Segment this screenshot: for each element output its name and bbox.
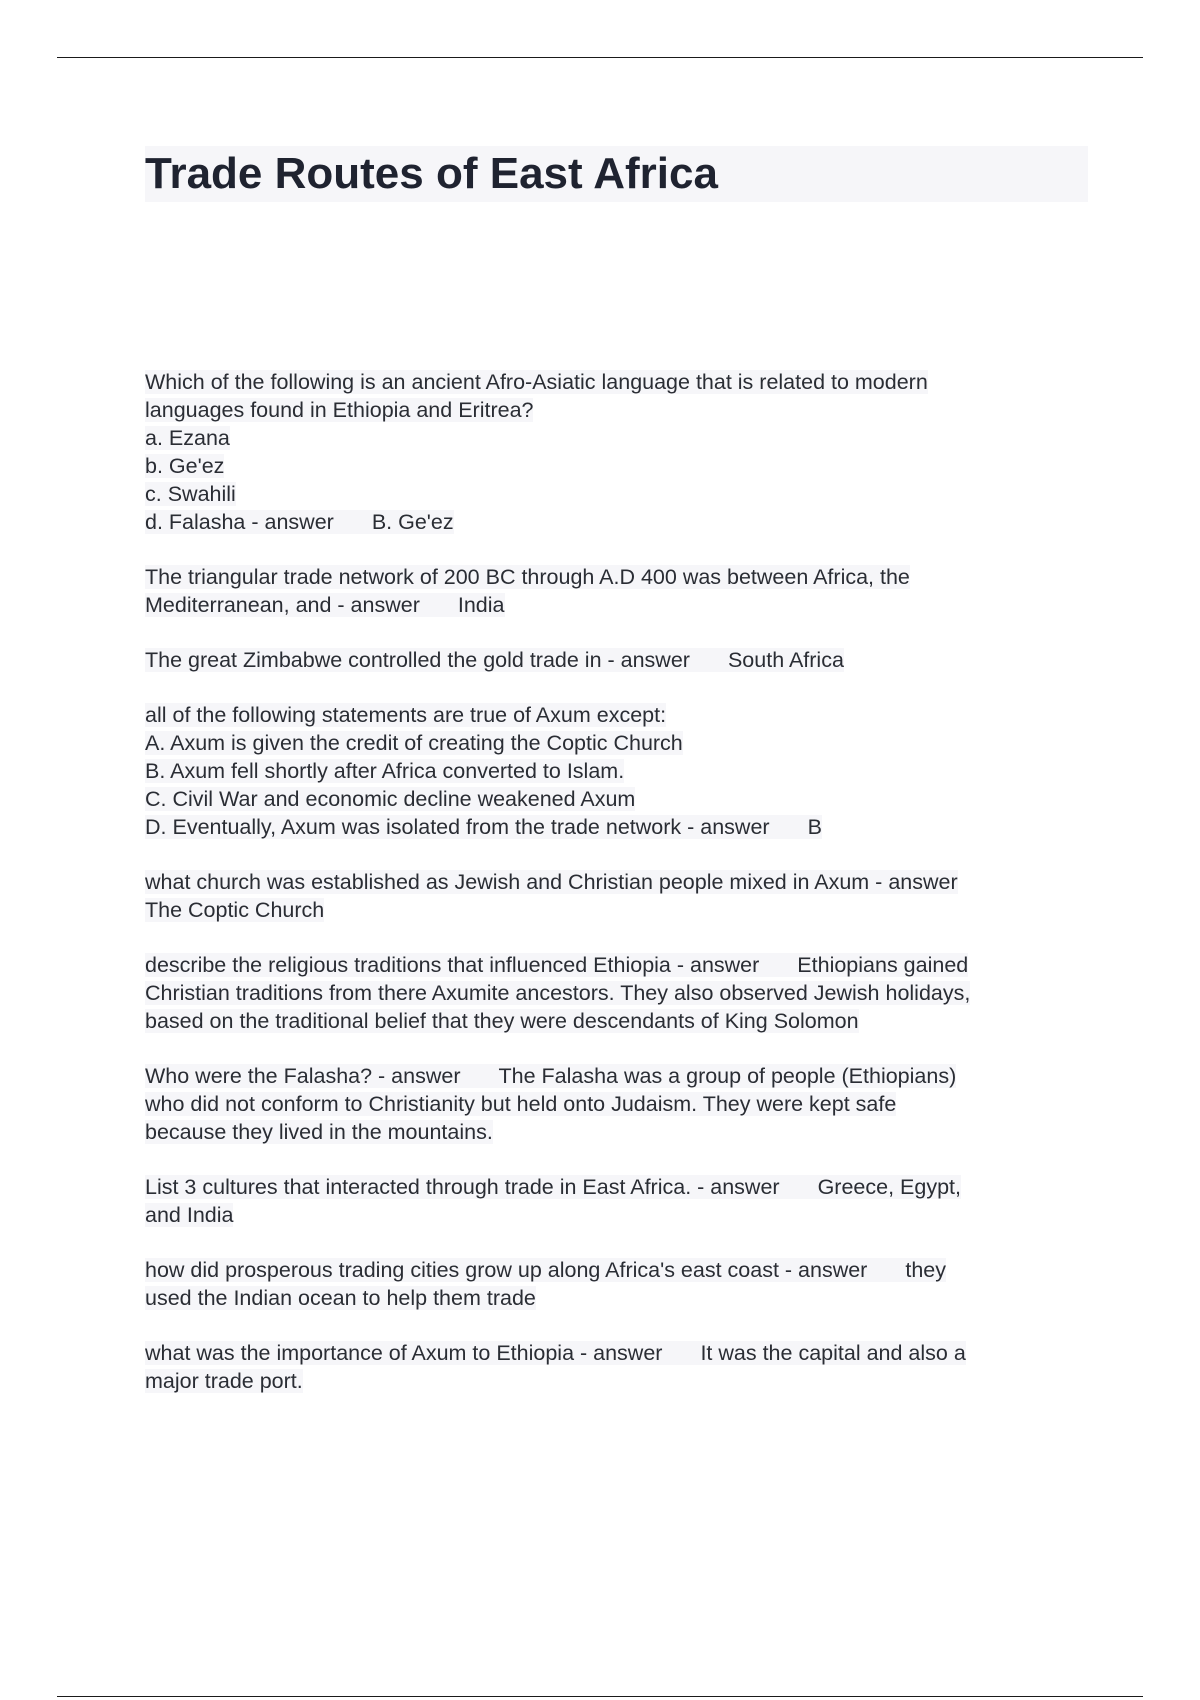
answer-line: because they lived in the mountains.	[145, 1120, 493, 1144]
option-b: b. Ge'ez	[145, 454, 225, 478]
question-line: describe the religious traditions that influenced Ethiopia - answer	[145, 953, 760, 977]
qa-item-2	[145, 563, 1085, 619]
question-line: Mediterranean, and - answer	[145, 593, 420, 617]
qa-item-3	[145, 646, 1085, 674]
qa-item-1	[145, 368, 1085, 536]
question-line: all of the following statements are true of Axum except:	[145, 703, 667, 727]
option-d: d. Falasha - answer	[145, 510, 334, 534]
question-line: what was the importance of Axum to Ethiopia - answer	[145, 1341, 663, 1365]
question-line: The triangular trade network of 200 BC through A.D 400 was between Africa, the	[145, 565, 910, 589]
option-c: C. Civil War and economic decline weakened Axum	[145, 787, 636, 811]
answer-text: Greece, Egypt,	[817, 1175, 961, 1199]
answer-line: who did not conform to Christianity but held onto Judaism. They were kept safe	[145, 1092, 897, 1116]
top-rule	[57, 57, 1143, 58]
qa-item-7	[145, 1062, 1085, 1146]
answer-text: they	[905, 1258, 946, 1282]
answer-text: B. Ge'ez	[371, 510, 454, 534]
bottom-rule	[57, 1696, 1143, 1697]
option-a: A. Axum is given the credit of creating the Coptic Church	[145, 731, 683, 755]
qa-item-6	[145, 951, 1085, 1035]
qa-list	[145, 368, 1085, 1422]
option-a: a. Ezana	[145, 426, 230, 450]
answer-text: The Falasha was a group of people (Ethiopians)	[498, 1064, 957, 1088]
qa-item-5	[145, 868, 1085, 924]
answer-text: Ethiopians gained	[797, 953, 969, 977]
qa-item-4	[145, 701, 1085, 841]
option-d: D. Eventually, Axum was isolated from the trade network - answer	[145, 815, 770, 839]
answer-line: based on the traditional belief that they were descendants of King Solomon	[145, 1009, 859, 1033]
answer-line: major trade port.	[145, 1369, 303, 1393]
qa-item-10	[145, 1339, 1085, 1395]
question-line: languages found in Ethiopia and Eritrea?	[145, 398, 534, 422]
question-line: Which of the following is an ancient Afro-Asiatic language that is related to modern	[145, 370, 928, 394]
answer-text: South Africa	[727, 648, 844, 672]
answer-text: The Coptic Church	[145, 898, 325, 922]
page-title: Trade Routes of East Africa	[145, 146, 1088, 202]
qa-item-8	[145, 1173, 1085, 1229]
answer-text: B	[807, 815, 822, 839]
question-line: The great Zimbabwe controlled the gold trade in - answer	[145, 648, 690, 672]
answer-line: used the Indian ocean to help them trade	[145, 1286, 536, 1310]
option-c: c. Swahili	[145, 482, 236, 506]
question-line: how did prosperous trading cities grow up along Africa's east coast - answer	[145, 1258, 868, 1282]
answer-text: It was the capital and also a	[700, 1341, 966, 1365]
qa-item-9	[145, 1256, 1085, 1312]
answer-text: India	[457, 593, 505, 617]
answer-line: and India	[145, 1203, 234, 1227]
option-b: B. Axum fell shortly after Africa converted to Islam.	[145, 759, 625, 783]
question-line: what church was established as Jewish and Christian people mixed in Axum - answer	[145, 870, 958, 894]
question-line: Who were the Falasha? - answer	[145, 1064, 461, 1088]
question-line: List 3 cultures that interacted through trade in East Africa. - answer	[145, 1175, 780, 1199]
answer-line: Christian traditions from there Axumite ancestors. They also observed Jewish holidays,	[145, 981, 971, 1005]
